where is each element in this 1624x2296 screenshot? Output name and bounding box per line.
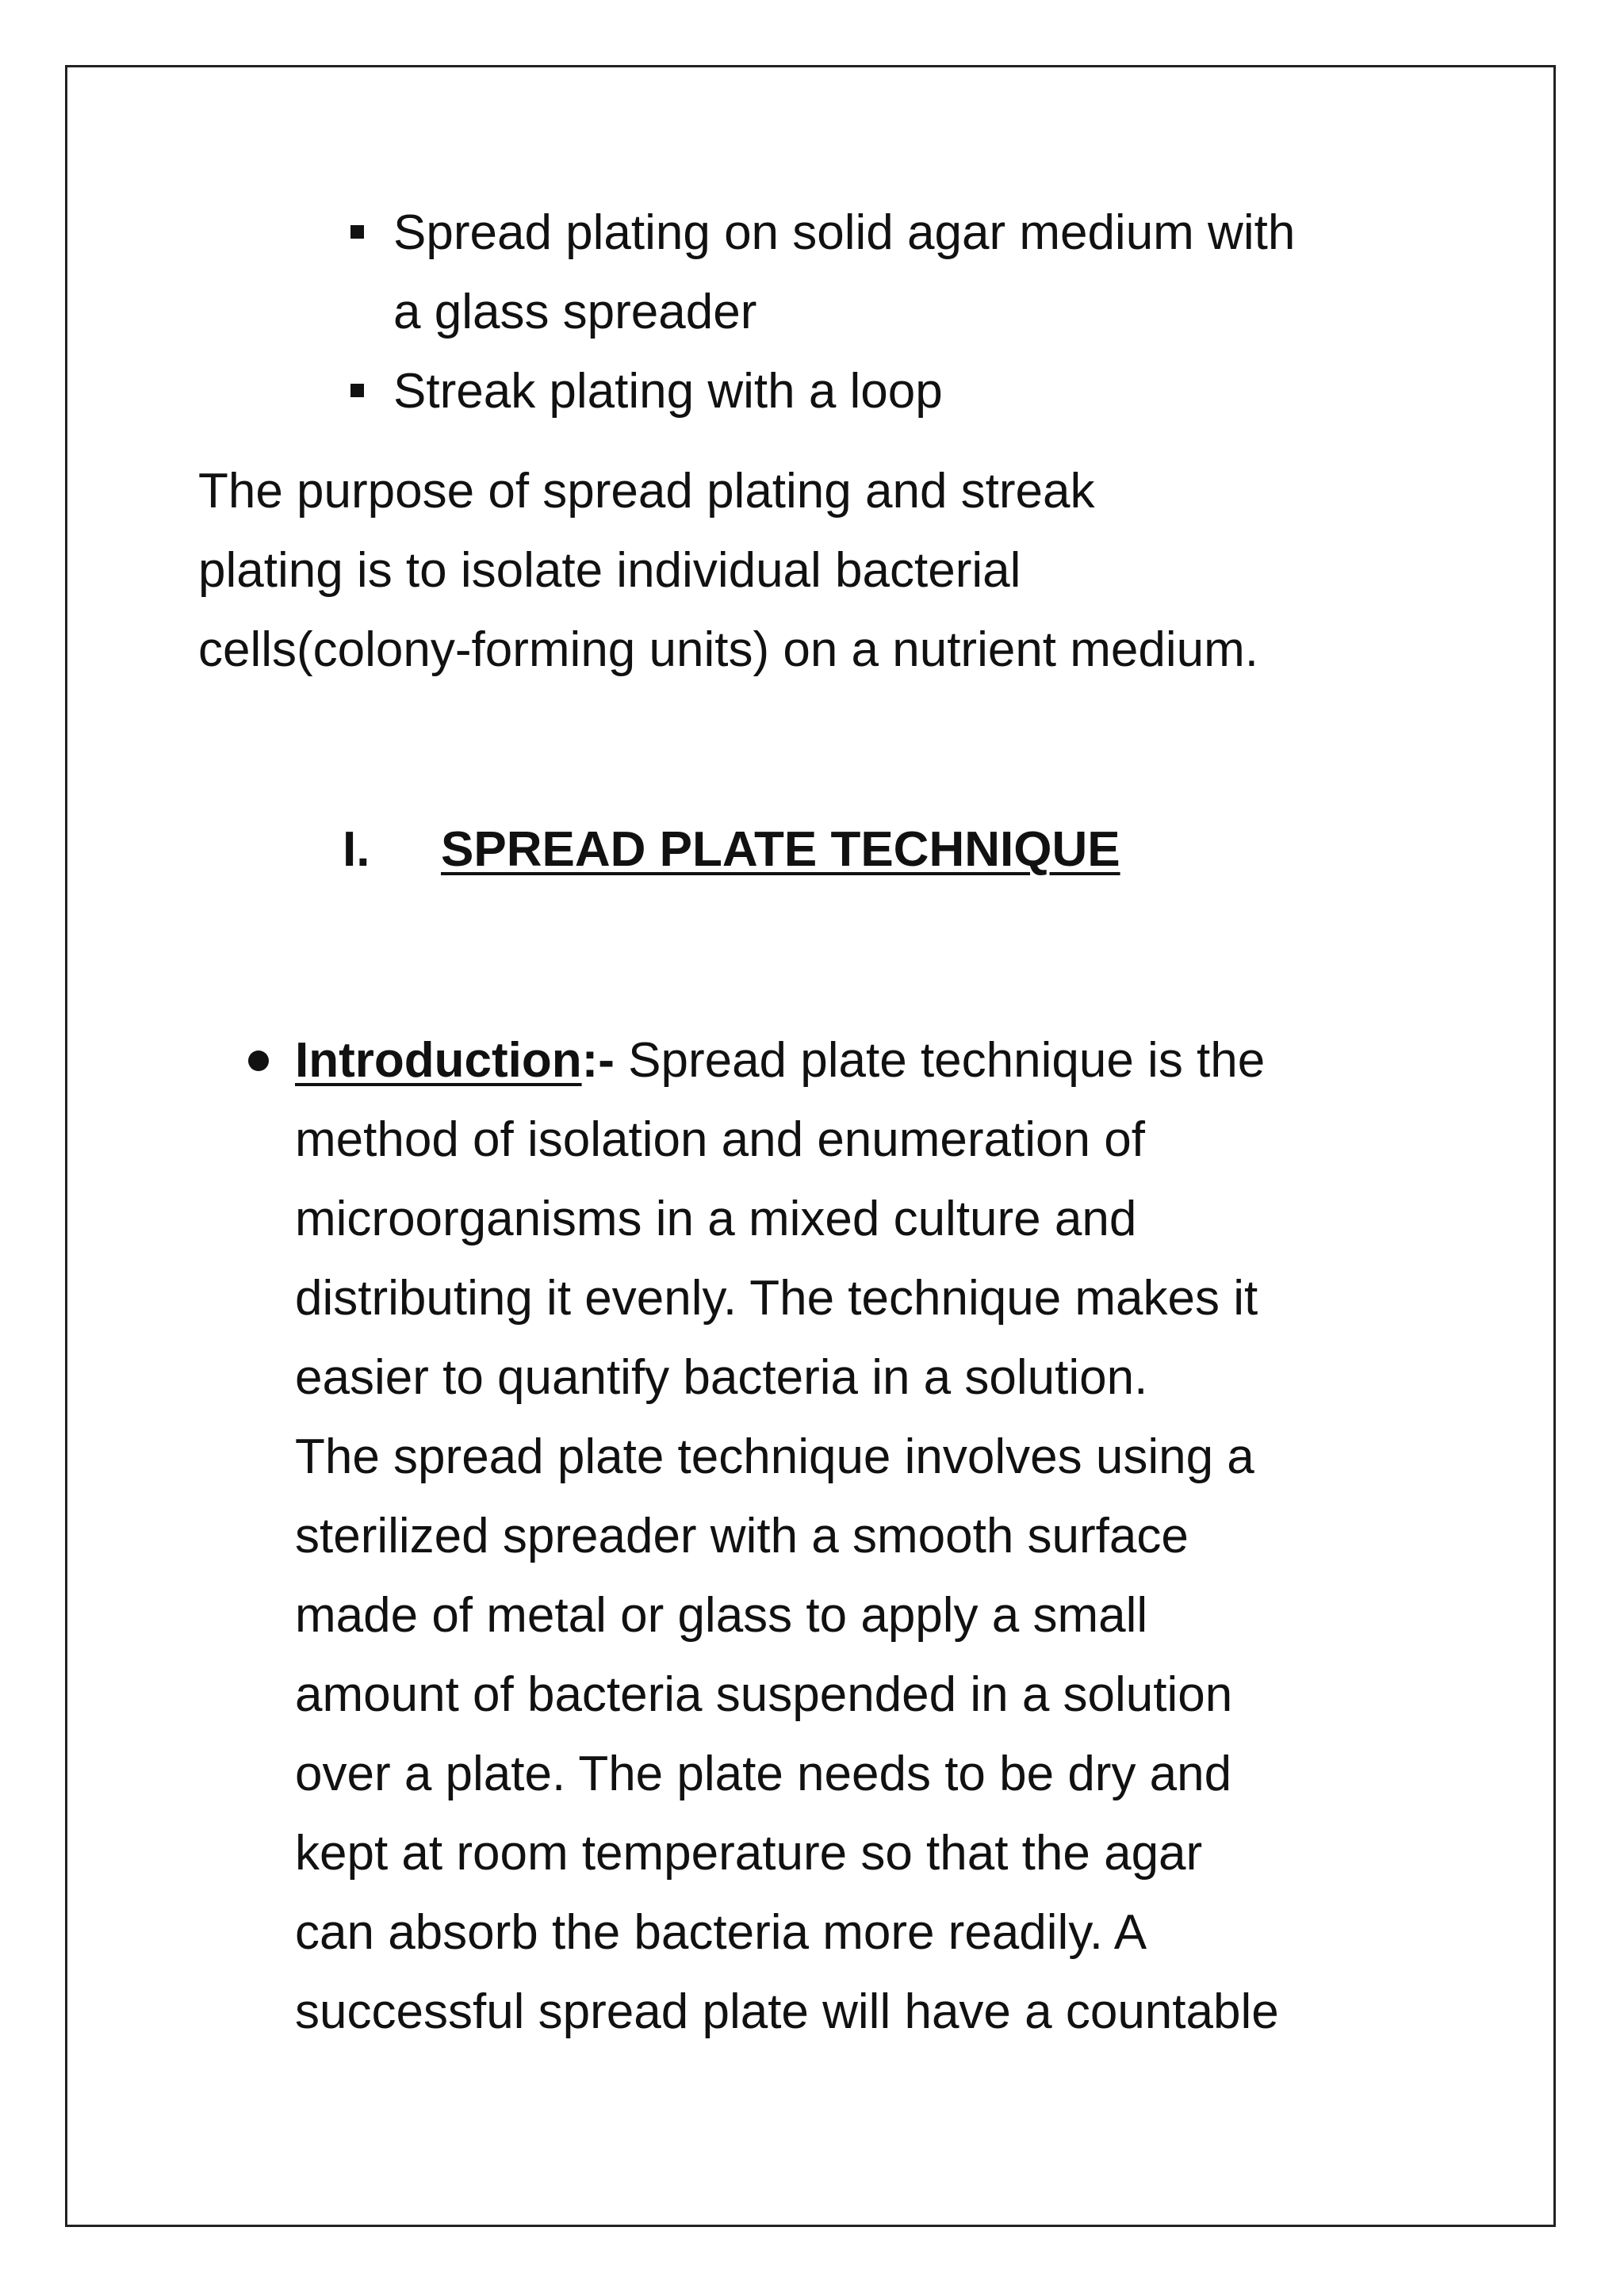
bullet-item-2-line-1: Streak plating with a loop [393,364,943,419]
round-bullet-icon [248,1050,269,1071]
introduction-line-1-text: Spread plate technique is the [614,1033,1266,1088]
introduction-line-8: made of metal or glass to apply a small [295,1588,1148,1643]
introduction-line-7: sterilized spreader with a smooth surface [295,1509,1189,1563]
introduction-line-11: kept at room temperature so that the agar [295,1826,1203,1881]
square-bullet-icon [350,225,364,239]
purpose-line-3: cells(colony-forming units) on a nutrient medium. [198,622,1258,677]
introduction-line-2: method of isolation and enumeration of [295,1112,1145,1167]
introduction-line-1 [295,1021,1265,1100]
introduction-line-3: microorganisms in a mixed culture and [295,1192,1137,1246]
introduction-label: Introduction [295,1033,582,1088]
bullet-item-1-line-1: Spread plating on solid agar medium with [393,205,1296,260]
introduction-line-12: can absorb the bacteria more readily. A [295,1905,1147,1960]
section-title: SPREAD PLATE TECHNIQUE [441,822,1120,877]
purpose-line-1: The purpose of spread plating and streak [198,464,1095,519]
bullet-item-1-line-2: a glass spreader [393,285,757,339]
introduction-line-9: amount of bacteria suspended in a solution [295,1667,1233,1722]
introduction-line-5: easier to quantify bacteria in a solution. [295,1350,1148,1405]
introduction-separator: :- [581,1033,615,1088]
purpose-line-2: plating is to isolate individual bacterial [198,543,1021,598]
introduction-line-13: successful spread plate will have a countable [295,1984,1279,2039]
introduction-line-6: The spread plate technique involves using a [295,1429,1254,1484]
introduction-line-10: over a plate. The plate needs to be dry and [295,1747,1232,1801]
square-bullet-icon [350,384,364,397]
introduction-line-4: distributing it evenly. The technique makes it [295,1271,1258,1326]
section-numeral: I. [343,822,370,877]
